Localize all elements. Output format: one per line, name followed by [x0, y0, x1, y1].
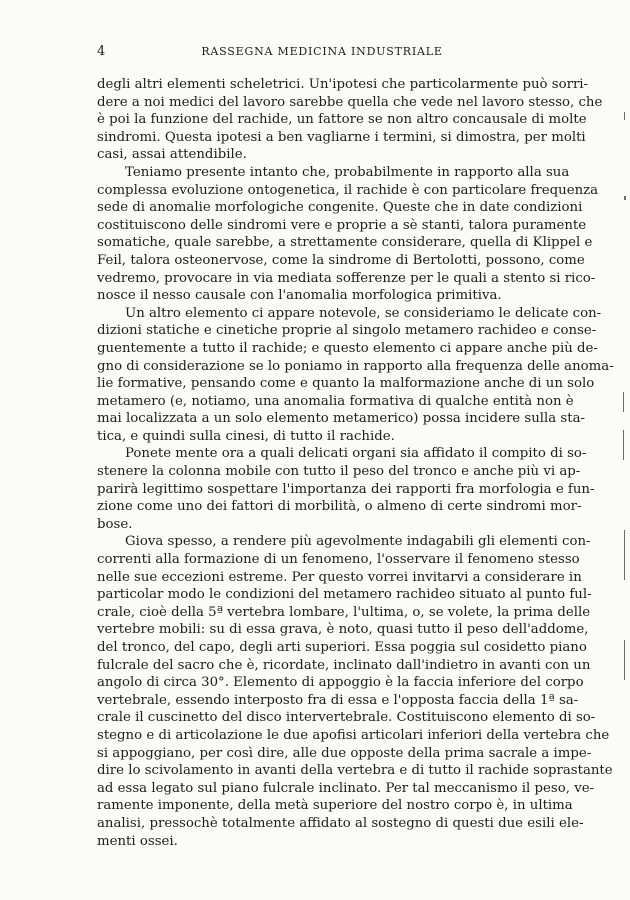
- text-line: metamero (e, notiamo, una anomalia formativa di qualche entità non è: [97, 393, 574, 409]
- text-line: tica, e quindi sulla cinesi, di tutto il rachide.: [97, 428, 395, 444]
- text-line: dire lo scivolamento in avanti della vertebra e di tutto il rachide soprastante: [97, 763, 613, 779]
- text-line: vedremo, provocare in via mediata sofferenze per le quali a stento si rico-: [97, 270, 596, 286]
- text-line: crale, cioè della 5ª vertebra lombare, l'ultima, o, se volete, la prima delle: [97, 604, 591, 620]
- paragraph: [97, 533, 613, 850]
- text-line: del tronco, del capo, degli arti superiori. Essa poggia sul cosidetto piano: [97, 640, 587, 655]
- text-line: fulcrale del sacro che è, ricordate, inclinato dall'indietro in avanti con un: [97, 657, 591, 673]
- text-line: stenere la colonna mobile con tutto il peso del tronco e anche più vi ap-: [97, 464, 581, 480]
- text-line: complessa evoluzione ontogenetica, il rachide è con particolare frequenza: [97, 182, 599, 198]
- margin-mark: [624, 112, 625, 120]
- text-line: vertebre mobili: su di essa grava, è noto, quasi tutto il peso dell'addome,: [97, 622, 589, 638]
- running-head: RASSEGNA MEDICINA INDUSTRIALE: [201, 45, 443, 58]
- text-line: Feil, talora osteonervose, come la sindrome di Bertolotti, possono, come: [97, 252, 585, 268]
- text-line: mai localizzata a un solo elemento metamerico) possa incidere sulla sta-: [97, 411, 586, 427]
- paragraph: [97, 164, 599, 305]
- text-line: guentemente a tutto il rachide; e questo elemento ci appare anche più de-: [97, 340, 598, 356]
- text-line: Ponete mente ora a quali delicati organi sia affidato il compito di so-: [125, 446, 587, 462]
- page-number: 4: [97, 44, 106, 59]
- paragraph: [97, 445, 595, 533]
- text-line: stegno e di articolazione le due apofisi articolari inferiori della vertebra che: [97, 727, 610, 743]
- text-line: zione come uno dei fattori di morbilità, o almeno di certe sindromi mor-: [97, 499, 582, 515]
- text-line: Un altro elemento ci appare notevole, se consideriamo le delicate con-: [125, 305, 602, 321]
- text-line: correnti alla formazione di un fenomeno, l'osservare il fenomeno stesso: [97, 552, 580, 568]
- text-line: Teniamo presente intanto che, probabilmente in rapporto alla sua: [125, 164, 570, 180]
- margin-mark: [624, 196, 626, 200]
- text-line: parirà legittimo sospettare l'importanza dei rapporti fra morfologia e fun-: [97, 481, 595, 497]
- text-line: nelle sue eccezioni estreme. Per questo vorrei invitarvi a considerare in: [97, 569, 582, 585]
- paragraph: [97, 305, 614, 446]
- text-line: particolar modo le condizioni del metamero rachideo situato al punto ful-: [97, 587, 592, 603]
- body-text: [97, 76, 614, 850]
- margin-mark: [623, 392, 624, 412]
- page-header: [0, 44, 630, 64]
- text-line: menti ossei.: [97, 833, 178, 849]
- margin-mark: [624, 530, 625, 580]
- text-line: ad essa legato sul piano fulcrale inclinato. Per tal meccanismo il peso, ve-: [97, 780, 595, 796]
- text-line: gno di considerazione se lo poniamo in rapporto alla frequenza delle anoma-: [97, 358, 614, 374]
- text-line: è poi la funzione del rachide, un fattore se non altro concausale di molte: [97, 112, 587, 128]
- text-line: vertebrale, essendo interposto fra di essa e l'opposta faccia della 1ª sa-: [97, 692, 579, 708]
- text-line: sindromi. Questa ipotesi a ben vagliarne i termini, si dimostra, per molti: [97, 129, 586, 145]
- text-line: angolo di circa 30°. Elemento di appoggio è la faccia inferiore del corpo: [97, 675, 584, 691]
- text-line: si appoggiano, per così dire, alle due opposte della prima sacrale a impe-: [97, 745, 592, 761]
- text-line: casi, assai attendibile.: [97, 147, 247, 163]
- paragraph: [97, 76, 603, 164]
- margin-mark: [624, 640, 625, 680]
- text-line: costituiscono delle sindromi vere e proprie a sè stanti, talora puramente: [97, 217, 587, 233]
- text-line: dere a noi medici del lavoro sarebbe quella che vede nel lavoro stesso, che: [97, 94, 603, 110]
- text-line: bose.: [97, 516, 133, 532]
- text-line: somatiche, quale sarebbe, a strettamente considerare, quella di Klippel e: [97, 235, 593, 251]
- text-line: Giova spesso, a rendere più agevolmente indagabili gli elementi con-: [125, 534, 591, 550]
- text-line: degli altri elementi scheletrici. Un'ipotesi che particolarmente può sorri-: [97, 77, 589, 92]
- text-line: ramente imponente, della metà superiore del nostro corpo è, in ultima: [97, 798, 573, 814]
- text-line: sede di anomalie morfologiche congenite. Queste che in date condizioni: [97, 200, 583, 216]
- text-line: analisi, pressochè totalmente affidato al sostegno di questi due esili ele-: [97, 815, 584, 831]
- text-line: nosce il nesso causale con l'anomalia morfologica primitiva.: [97, 288, 502, 304]
- text-line: crale il cuscinetto del disco intervertebrale. Costituiscono elemento di so-: [97, 710, 596, 726]
- text-line: dizioni statiche e cinetiche proprie al singolo metamero rachideo e conse-: [97, 323, 597, 339]
- text-line: lie formative, pensando come e quanto la malformazione anche di un solo: [97, 376, 595, 392]
- margin-mark: [623, 430, 624, 460]
